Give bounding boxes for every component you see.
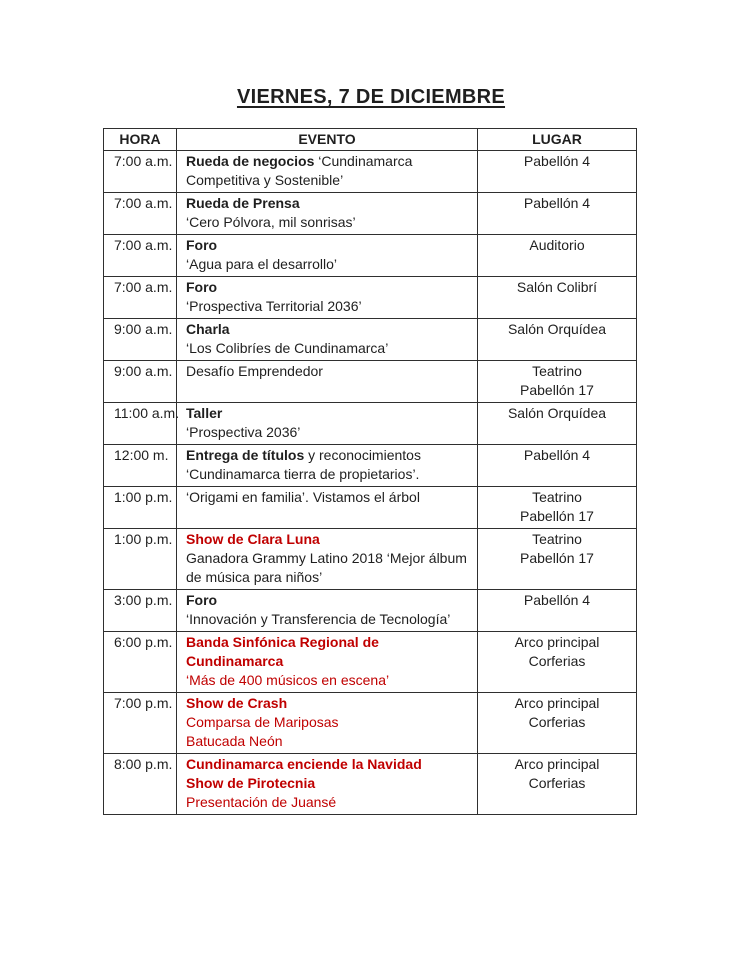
location-text-line: Pabellón 4 bbox=[523, 447, 591, 463]
event-text-line bbox=[186, 171, 472, 190]
event-text-segment: ‘Prospectiva Territorial 2036’ bbox=[186, 298, 362, 314]
location-text-line: Salón Orquídea bbox=[507, 405, 607, 421]
event-text-segment: Cundinamarca enciende la Navidad bbox=[186, 756, 422, 772]
event-time: 7:00 a.m. bbox=[104, 193, 177, 235]
event-text-segment: Entrega de títulos bbox=[186, 447, 305, 463]
event-text-segment: ‘Los Colibríes de Cundinamarca’ bbox=[186, 340, 389, 356]
location-text-line: Corferias bbox=[528, 775, 586, 791]
event-location bbox=[478, 590, 637, 632]
event-text-segment: Foro bbox=[186, 237, 218, 253]
event-text-segment: Cundinamarca bbox=[186, 653, 284, 669]
event-time: 1:00 p.m. bbox=[104, 487, 177, 529]
event-time: 12:00 m. bbox=[104, 445, 177, 487]
event-text-line bbox=[186, 446, 472, 465]
event-text-line bbox=[186, 591, 472, 610]
event-text-segment: ‘Origami en familia’. Vistamos el árbol bbox=[186, 489, 420, 505]
event-text-segment: Taller bbox=[186, 405, 223, 421]
event-time: 9:00 a.m. bbox=[104, 361, 177, 403]
table-row bbox=[104, 319, 637, 361]
event-text-segment: ‘Innovación y Transferencia de Tecnología’ bbox=[186, 611, 451, 627]
event-location bbox=[478, 319, 637, 361]
event-time: 7:00 a.m. bbox=[104, 235, 177, 277]
event-text-segment: Presentación de Juansé bbox=[186, 794, 337, 810]
event-text-line bbox=[186, 194, 472, 213]
event-text-segment: Competitiva y Sostenible’ bbox=[186, 172, 344, 188]
table-row bbox=[104, 487, 637, 529]
location-text-line: Teatrino bbox=[532, 531, 582, 547]
schedule-table-body bbox=[104, 151, 637, 815]
location-text-line: Teatrino bbox=[532, 363, 582, 379]
table-row bbox=[104, 403, 637, 445]
column-header-hora: HORA bbox=[104, 129, 177, 151]
location-text-line: Pabellón 17 bbox=[520, 550, 594, 566]
event-text-line bbox=[186, 465, 472, 484]
event-text-line bbox=[186, 530, 472, 549]
event-text-line bbox=[186, 339, 472, 358]
event-text-segment: Rueda de Prensa bbox=[186, 195, 300, 211]
event-text-segment: Foro bbox=[186, 592, 218, 608]
event-text-line bbox=[186, 236, 472, 255]
event-text-segment: de música para niños’ bbox=[186, 569, 323, 585]
event-text-line bbox=[186, 278, 472, 297]
table-row bbox=[104, 151, 637, 193]
location-text-line: Auditorio bbox=[529, 237, 585, 253]
event-text-segment: Charla bbox=[186, 321, 230, 337]
location-text-line: Pabellón 17 bbox=[520, 382, 594, 398]
event-text-segment: Desafío Emprendedor bbox=[186, 363, 323, 379]
column-header-lugar: LUGAR bbox=[478, 129, 637, 151]
event-location bbox=[478, 754, 637, 815]
location-text-line: Pabellón 4 bbox=[523, 195, 591, 211]
event-description bbox=[177, 151, 478, 193]
event-location bbox=[478, 151, 637, 193]
event-text-line bbox=[186, 732, 472, 751]
event-time: 1:00 p.m. bbox=[104, 529, 177, 590]
location-text-line: Pabellón 4 bbox=[523, 153, 591, 169]
event-location bbox=[478, 529, 637, 590]
event-text-line bbox=[186, 213, 472, 232]
event-description bbox=[177, 361, 478, 403]
event-text-segment: ‘Prospectiva 2036’ bbox=[186, 424, 301, 440]
event-description bbox=[177, 445, 478, 487]
event-description bbox=[177, 193, 478, 235]
event-text-line bbox=[186, 549, 472, 568]
event-text-segment: Batucada Neón bbox=[186, 733, 283, 749]
location-text-line: Arco principal bbox=[514, 756, 600, 772]
event-text-segment: Show de Pirotecnia bbox=[186, 775, 316, 791]
event-text-line bbox=[186, 610, 472, 629]
table-row bbox=[104, 235, 637, 277]
event-text-segment: ‘Más de 400 músicos en escena’ bbox=[186, 672, 390, 688]
event-text-line bbox=[186, 320, 472, 339]
event-description bbox=[177, 319, 478, 361]
event-text-line bbox=[186, 404, 472, 423]
table-row bbox=[104, 361, 637, 403]
table-row bbox=[104, 693, 637, 754]
event-description bbox=[177, 590, 478, 632]
event-text-line bbox=[186, 652, 472, 671]
event-text-segment: Ganadora Grammy Latino 2018 ‘Mejor álbum bbox=[186, 550, 467, 566]
event-time: 7:00 p.m. bbox=[104, 693, 177, 754]
location-text-line: Arco principal bbox=[514, 634, 600, 650]
location-text-line: Corferias bbox=[528, 714, 586, 730]
table-row bbox=[104, 445, 637, 487]
schedule-table bbox=[103, 128, 637, 815]
event-text-line bbox=[186, 633, 472, 652]
event-text-segment: y reconocimientos bbox=[304, 447, 421, 463]
event-description bbox=[177, 403, 478, 445]
event-time: 11:00 a.m. bbox=[104, 403, 177, 445]
table-row bbox=[104, 754, 637, 815]
event-text-segment: Foro bbox=[186, 279, 218, 295]
event-text-line bbox=[186, 362, 472, 381]
location-text-line: Salón Orquídea bbox=[507, 321, 607, 337]
event-text-line bbox=[186, 255, 472, 274]
location-text-line: Corferias bbox=[528, 653, 586, 669]
event-text-line bbox=[186, 297, 472, 316]
location-text-line: Pabellón 17 bbox=[520, 508, 594, 524]
location-text-line: Pabellón 4 bbox=[523, 592, 591, 608]
column-header-evento: EVENTO bbox=[177, 129, 478, 151]
table-row bbox=[104, 590, 637, 632]
event-description bbox=[177, 693, 478, 754]
event-description bbox=[177, 754, 478, 815]
event-text-line bbox=[186, 694, 472, 713]
event-time: 9:00 a.m. bbox=[104, 319, 177, 361]
event-location bbox=[478, 193, 637, 235]
event-text-line bbox=[186, 793, 472, 812]
event-text-line bbox=[186, 568, 472, 587]
event-location bbox=[478, 487, 637, 529]
table-row bbox=[104, 632, 637, 693]
event-text-segment: ‘Cundinamarca tierra de propietarios’. bbox=[186, 466, 420, 482]
event-text-segment: ‘Cero Pólvora, mil sonrisas’ bbox=[186, 214, 356, 230]
event-description bbox=[177, 632, 478, 693]
event-text-segment: ‘Agua para el desarrollo’ bbox=[186, 256, 337, 272]
event-text-line bbox=[186, 713, 472, 732]
event-text-line bbox=[186, 423, 472, 442]
event-description bbox=[177, 277, 478, 319]
table-row bbox=[104, 193, 637, 235]
event-location bbox=[478, 277, 637, 319]
event-time: 6:00 p.m. bbox=[104, 632, 177, 693]
event-location bbox=[478, 235, 637, 277]
schedule-table-header bbox=[104, 129, 637, 151]
event-text-segment: Show de Crash bbox=[186, 695, 288, 711]
location-text-line: Arco principal bbox=[514, 695, 600, 711]
event-time: 3:00 p.m. bbox=[104, 590, 177, 632]
event-text-line bbox=[186, 774, 472, 793]
event-time: 7:00 a.m. bbox=[104, 277, 177, 319]
event-description bbox=[177, 235, 478, 277]
event-text-segment: Banda Sinfónica Regional de bbox=[186, 634, 379, 650]
event-description bbox=[177, 487, 478, 529]
header-row bbox=[104, 129, 637, 151]
event-text-segment: Rueda de negocios bbox=[186, 153, 315, 169]
event-text-line bbox=[186, 488, 472, 507]
event-text-line bbox=[186, 152, 472, 171]
event-description bbox=[177, 529, 478, 590]
event-location bbox=[478, 632, 637, 693]
table-row bbox=[104, 529, 637, 590]
location-text-line: Teatrino bbox=[532, 489, 582, 505]
page-title: VIERNES, 7 DE DICIEMBRE bbox=[236, 86, 506, 108]
event-location bbox=[478, 361, 637, 403]
event-location bbox=[478, 445, 637, 487]
location-text-line: Salón Colibrí bbox=[516, 279, 598, 295]
event-time: 7:00 a.m. bbox=[104, 151, 177, 193]
event-text-line bbox=[186, 671, 472, 690]
event-text-segment: Show de Clara Luna bbox=[186, 531, 320, 547]
event-text-line bbox=[186, 755, 472, 774]
table-row bbox=[104, 277, 637, 319]
event-text-segment: ‘Cundinamarca bbox=[314, 153, 413, 169]
event-location bbox=[478, 403, 637, 445]
event-location bbox=[478, 693, 637, 754]
event-text-segment: Comparsa de Mariposas bbox=[186, 714, 339, 730]
event-time: 8:00 p.m. bbox=[104, 754, 177, 815]
